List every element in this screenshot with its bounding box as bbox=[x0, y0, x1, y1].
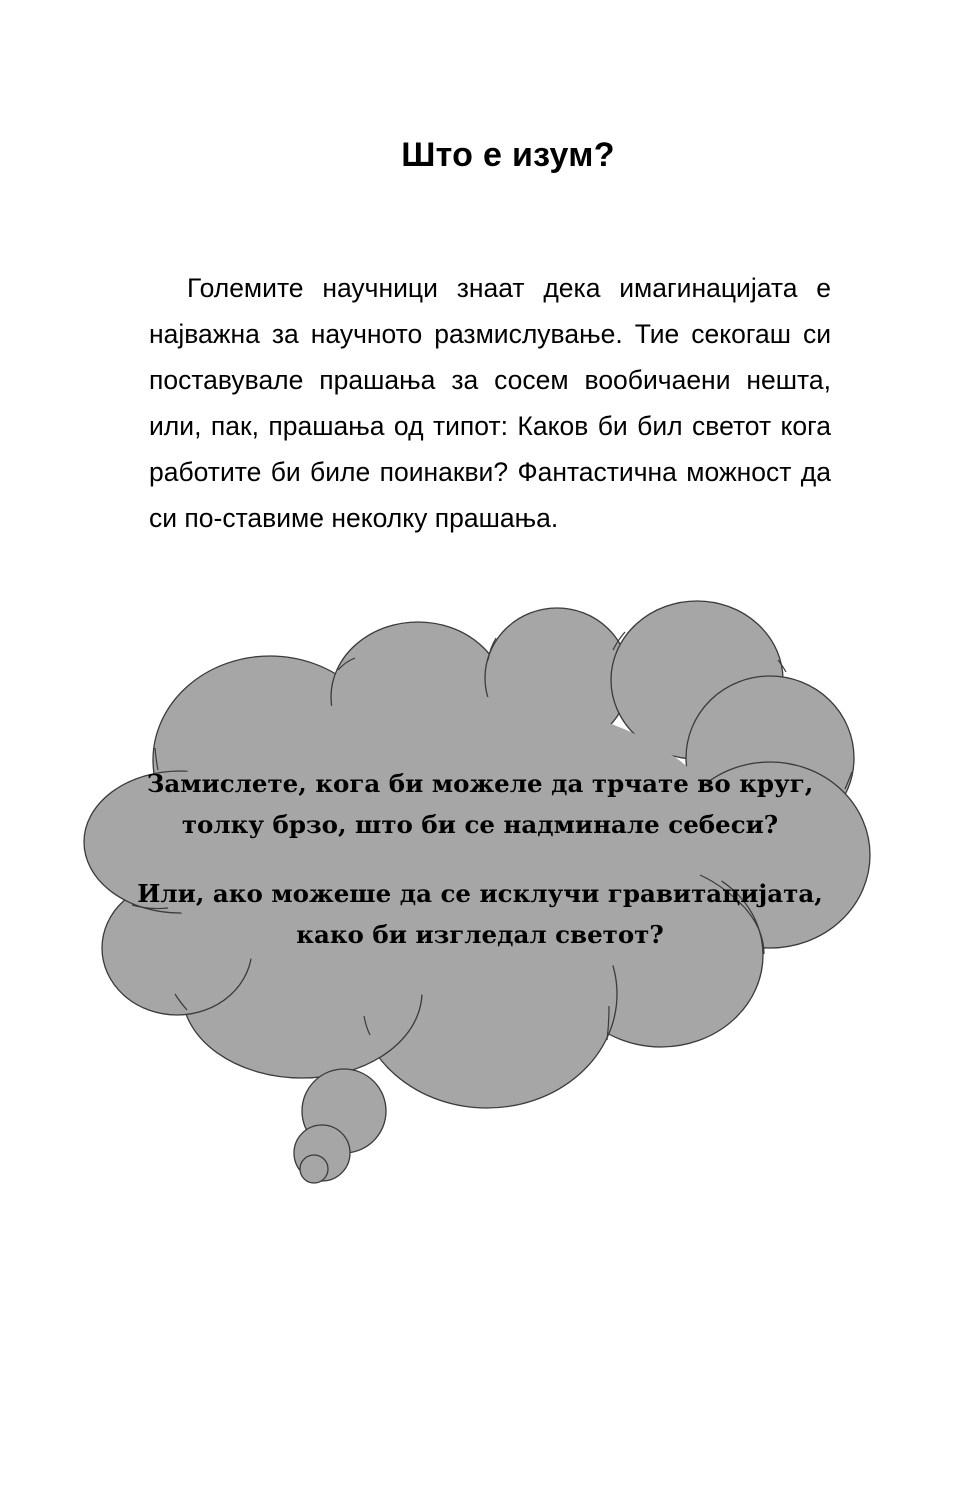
thought-question-2: Или, ако можеше да се исклучи гравитацијата, како би изгледал светот? bbox=[137, 879, 823, 949]
intro-paragraph: Големите научници знаат дека имагинацијата е најважна за научното размислување. Тие секогаш си поставувале прашања за сосем вообичаени нешта, или, пак, прашања од типот: Каков би бил светот кога работите би биле поинакви? Фантастична можност да си по-ставиме неколку прашања. bbox=[149, 273, 831, 533]
cloud-shape bbox=[84, 601, 870, 1108]
thought-trail bbox=[294, 1069, 386, 1183]
thought-question-1: Замислете, кога би можеле да трчате во круг, толку брзо, што би се надминале себеси? bbox=[146, 769, 814, 839]
page-title: Што е изум? bbox=[401, 136, 615, 174]
